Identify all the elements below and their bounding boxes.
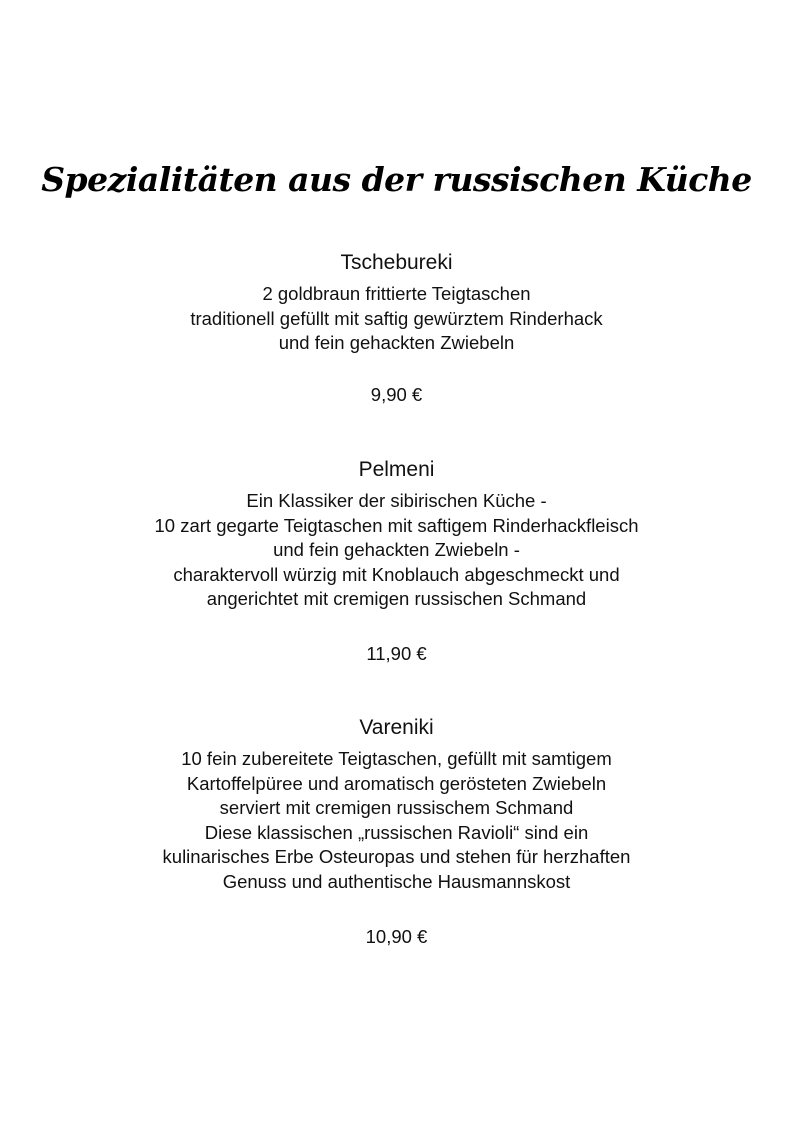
description-line: traditionell gefüllt mit saftig gewürztem Rinderhack: [190, 307, 603, 329]
menu-item-name: Vareniki: [359, 716, 434, 739]
menu-item-price: 11,90 €: [366, 643, 427, 664]
description-line: angerichtet mit cremigen russischen Schmand: [206, 588, 587, 610]
menu-item-name: Tschebureki: [340, 251, 453, 274]
menu-item-name: Pelmeni: [358, 458, 435, 481]
menu-item-price: 9,90 €: [370, 384, 423, 405]
description-line: charaktervoll würzig mit Knoblauch abgeschmeckt und: [173, 563, 620, 585]
description-line: 10 fein zubereitete Teigtaschen, gefüllt mit samtigem: [181, 748, 612, 769]
description-line: Kartoffelpüree und aromatisch gerösteten Zwiebeln: [186, 772, 607, 794]
description-line: und fein gehackten Zwiebeln: [278, 332, 515, 354]
menu-item-description: [0, 747, 793, 895]
description-line: 10 zart gegarte Teigtaschen mit saftigem Rinderhackfleisch: [154, 514, 639, 536]
description-line: Ein Klassiker der sibirischen Küche -: [246, 490, 547, 511]
menu-item-description: [0, 489, 793, 612]
menu-item-vareniki: [0, 715, 793, 947]
description-line: 2 goldbraun frittierte Teigtaschen: [262, 283, 531, 304]
description-line: Diese klassischen „russischen Ravioli“ sind ein: [204, 821, 589, 843]
menu-item-price: 10,90 €: [365, 926, 428, 947]
menu-item-tschebureki: [0, 250, 793, 405]
page-title: Spezialitäten aus der russischen Küche: [41, 160, 752, 199]
description-line: Genuss und authentische Hausmannskost: [222, 870, 571, 892]
menu-item-pelmeni: [0, 457, 793, 664]
description-line: serviert mit cremigen russischem Schmand: [219, 797, 574, 819]
description-line: und fein gehackten Zwiebeln -: [273, 539, 520, 561]
description-line: kulinarisches Erbe Osteuropas und stehen für herzhaften: [162, 846, 631, 868]
menu-item-description: [0, 282, 793, 356]
